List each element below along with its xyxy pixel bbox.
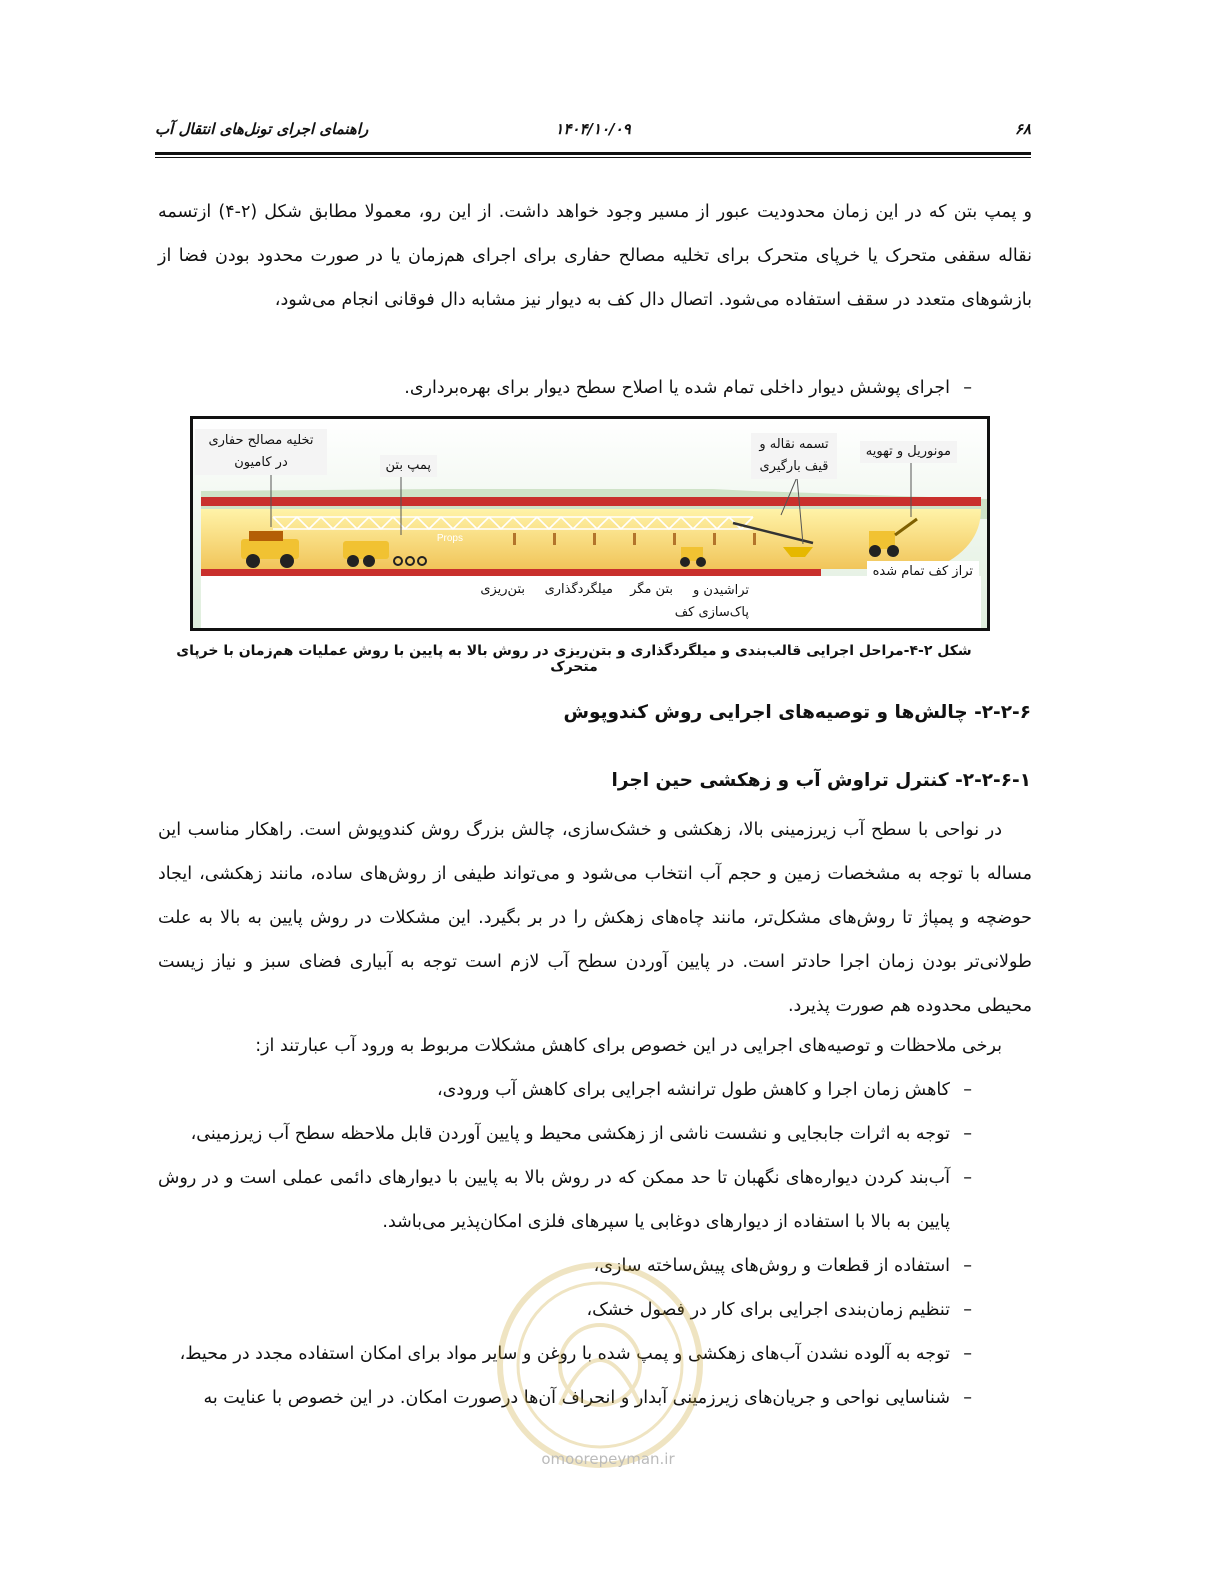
intro-bullet-list bbox=[158, 366, 1032, 410]
header-rule-thin bbox=[155, 157, 1031, 158]
excavation bbox=[201, 509, 981, 569]
label-rebar: میلگردگذاری bbox=[539, 579, 619, 601]
intro-paragraph: و پمپ بتن که در این زمان محدودیت عبور از مسیر وجود خواهد داشت. از این رو، معمولا مطابق شکل (۲-۴) ازتسمه نقاله سقفی متحرک یا خرپای متحرک برای تخلیه مصالح حفاری برای اجرای هم‌زمان یا در صورت محدود بودن فضا از بازشوهای متعدد در سقف استفاده می‌شود. اتصال دال کف به دیوار نیز مشابه دال فوقانی انجام می‌شود، bbox=[158, 202, 1032, 310]
list-item: – کاهش زمان اجرا و کاهش طول ترانشه اجرایی برای کاهش آب ورودی، bbox=[437, 1080, 972, 1100]
roof-slab bbox=[201, 497, 981, 506]
book-title: راهنمای اجرای تونل‌های انتقال آب bbox=[155, 120, 369, 138]
list-item: – شناسایی نواحی و جریان‌های زیرزمینی آبدار و انحراف آن‌ها درصورت امکان. در این خصوص با عنایت به bbox=[203, 1388, 972, 1408]
figure-diagram bbox=[190, 416, 990, 631]
figure-caption: شکل ۲-۴-مراحل اجرایی قالب‌بندی و میلگردگذاری و بتن‌ریزی در روش بالا به پایین با روش عملیات هم‌زمان با خرپای متحرک bbox=[176, 643, 972, 675]
list-item: – توجه به اثرات جابجایی و نشست ناشی از زهکشی محیط و پایین آوردن قابل ملاحظه سطح آب زیرزمینی، bbox=[190, 1124, 972, 1144]
body-paragraph: در نواحی با سطح آب زیرزمینی بالا، زهکشی و خشک‌سازی، چالش بزرگ روش کندوپوش است. راهکار مناسب این مساله با توجه به مشخصات زمین و حجم آب انتخاب می‌شود و می‌تواند طیفی از روش‌های ساده، مانند زهکشی، ایجاد حوضچه و پمپاژ تا روش‌های مشکل‌تر، مانند چاه‌های زهکش را در بر بگیرد. این مشکلات در روش پایین به بالا به علت طولانی‌تر بودن زمان اجرا حادتر است. در پایین آوردن سطح آب لازم است توجه به آبیاری فضای سبز و نیاز زیست محیطی محدوده هم صورت پذیرد. bbox=[158, 820, 1032, 1016]
label-conveyor: تسمه نقاله و قیف بارگیری bbox=[751, 433, 837, 479]
list-intro: برخی ملاحظات و توصیه‌های اجرایی در این خصوص برای کاهش مشکلات مربوط به ورود آب عبارتند از: bbox=[255, 1036, 1002, 1056]
floor-slab bbox=[201, 569, 821, 576]
running-header bbox=[155, 118, 1031, 148]
list-item: – توجه به آلوده نشدن آب‌های زهکشی و پمپ شده با روغن و سایر مواد برای امکان استفاده مجدد در محیط، bbox=[179, 1344, 972, 1364]
header-rule bbox=[155, 152, 1031, 155]
label-concrete-pump: پمپ بتن bbox=[380, 455, 437, 477]
label-scraping: تراشیدن و پاک‌سازی کف bbox=[649, 579, 755, 625]
label-monorail: مونوریل و تهویه bbox=[860, 441, 957, 463]
section-heading: ۲-۲-۶- چالش‌ها و توصیه‌های اجرایی روش کندوپوش bbox=[563, 702, 1031, 723]
subsection-heading: ۲-۲-۶-۱- کنترل تراوش آب و زهکشی حین اجرا bbox=[611, 770, 1031, 791]
watermark-site: omoorepeyman.ir bbox=[541, 1450, 675, 1468]
list-item: – استفاده از قطعات و روش‌های پیش‌ساخته سازی، bbox=[593, 1256, 972, 1276]
label-concreting: بتن‌ریزی bbox=[474, 579, 531, 601]
list-item: – اجرای پوشش دیوار داخلی تمام شده یا اصلاح سطح دیوار برای بهره‌برداری. bbox=[404, 378, 972, 398]
label-truck-unload: تخلیه مصالح حفاری در کامیون bbox=[195, 429, 327, 475]
label-finished-floor: تراز کف تمام شده bbox=[867, 561, 979, 583]
list-item: – آب‌بند کردن دیواره‌های نگهبان تا حد ممکن که در روش بالا به پایین با دیوارهای دائمی عملی است و در روش پایین به بالا با استفاده از دیوارهای دوغابی یا سپرهای فلزی امکان‌پذیر می‌باشد. bbox=[158, 1168, 972, 1232]
label-lean-concrete: بتن مگر bbox=[624, 579, 679, 601]
header-date: ۱۴۰۴/۱۰/۰۹ bbox=[555, 120, 631, 138]
watermark-seal-icon bbox=[490, 1255, 710, 1475]
list-item: – تنظیم زمان‌بندی اجرایی برای کار در فصول خشک، bbox=[586, 1300, 972, 1320]
page-number: ۶۸ bbox=[1014, 120, 1031, 138]
props-label: Props bbox=[436, 533, 463, 544]
